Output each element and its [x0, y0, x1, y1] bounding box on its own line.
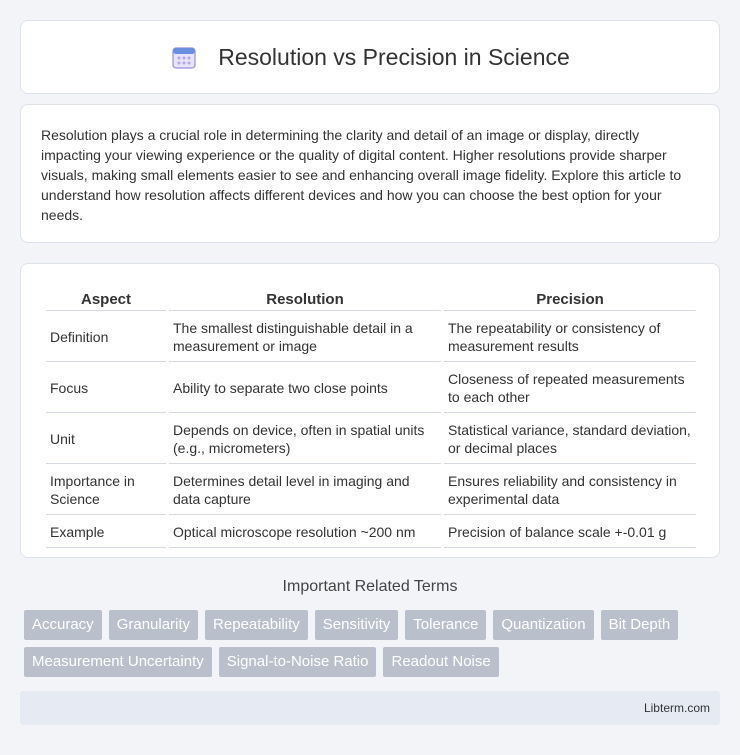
tag-tolerance[interactable]: Tolerance: [405, 610, 486, 640]
table-row: [46, 415, 696, 464]
tag-accuracy[interactable]: Accuracy: [24, 610, 102, 640]
column-header: Resolution: [169, 288, 441, 311]
tag-repeatability[interactable]: Repeatability: [205, 610, 308, 640]
intro-text: Resolution plays a crucial role in determining the clarity and detail of an image or display, directly impacting your viewing experience or the quality of digital content. Higher resolutions provide sharper visuals, making small elements easier to see and enhancing overall image fidelity. Explore this article to understand how resolution affects different devices and how you can choose the best option for your needs.: [41, 127, 682, 223]
tag-signal-to-noise-ratio[interactable]: Signal-to-Noise Ratio: [219, 647, 377, 677]
table-row: [46, 517, 696, 548]
tag-bit-depth[interactable]: Bit Depth: [601, 610, 679, 640]
table-cell: Ability to separate two close points: [169, 364, 441, 413]
tag-readout-noise[interactable]: Readout Noise: [383, 647, 498, 677]
table-cell: Determines detail level in imaging and data capture: [169, 466, 441, 515]
table-cell: Unit: [46, 415, 166, 464]
tag-quantization[interactable]: Quantization: [493, 610, 593, 640]
table-cell: Definition: [46, 313, 166, 362]
tag-sensitivity[interactable]: Sensitivity: [315, 610, 399, 640]
footer: [20, 691, 720, 725]
table-cell: Example: [46, 517, 166, 548]
table-cell: The repeatability or consistency of measurement results: [444, 313, 696, 362]
related-terms-heading: Important Related Terms: [282, 578, 458, 595]
table-cell: Statistical variance, standard deviation, or decimal places: [444, 415, 696, 464]
title-card: [20, 20, 720, 94]
calendar-icon: [170, 43, 198, 71]
comparison-card: [20, 263, 720, 558]
comparison-table: [43, 286, 699, 550]
table-cell: Optical microscope resolution ~200 nm: [169, 517, 441, 548]
intro-card: [20, 104, 720, 243]
table-row: [46, 313, 696, 362]
table-cell: Ensures reliability and consistency in experimental data: [444, 466, 696, 515]
footer-site-link[interactable]: Libterm.com: [643, 701, 710, 715]
table-cell: Precision of balance scale +-0.01 g: [444, 517, 696, 548]
tag-granularity[interactable]: Granularity: [109, 610, 198, 640]
related-terms-list: [24, 610, 724, 677]
page-title: Resolution vs Precision in Science: [218, 43, 570, 70]
table-cell: The smallest distinguishable detail in a measurement or image: [169, 313, 441, 362]
table-cell: Focus: [46, 364, 166, 413]
table-row: [46, 364, 696, 413]
table-cell: Depends on device, often in spatial units (e.g., micrometers): [169, 415, 441, 464]
table-cell: Closeness of repeated measurements to each other: [444, 364, 696, 413]
column-header: Aspect: [46, 288, 166, 311]
tag-measurement-uncertainty[interactable]: Measurement Uncertainty: [24, 647, 212, 677]
table-row: [46, 466, 696, 515]
table-header-row: [46, 288, 696, 311]
table-cell: Importance in Science: [46, 466, 166, 515]
column-header: Precision: [444, 288, 696, 311]
